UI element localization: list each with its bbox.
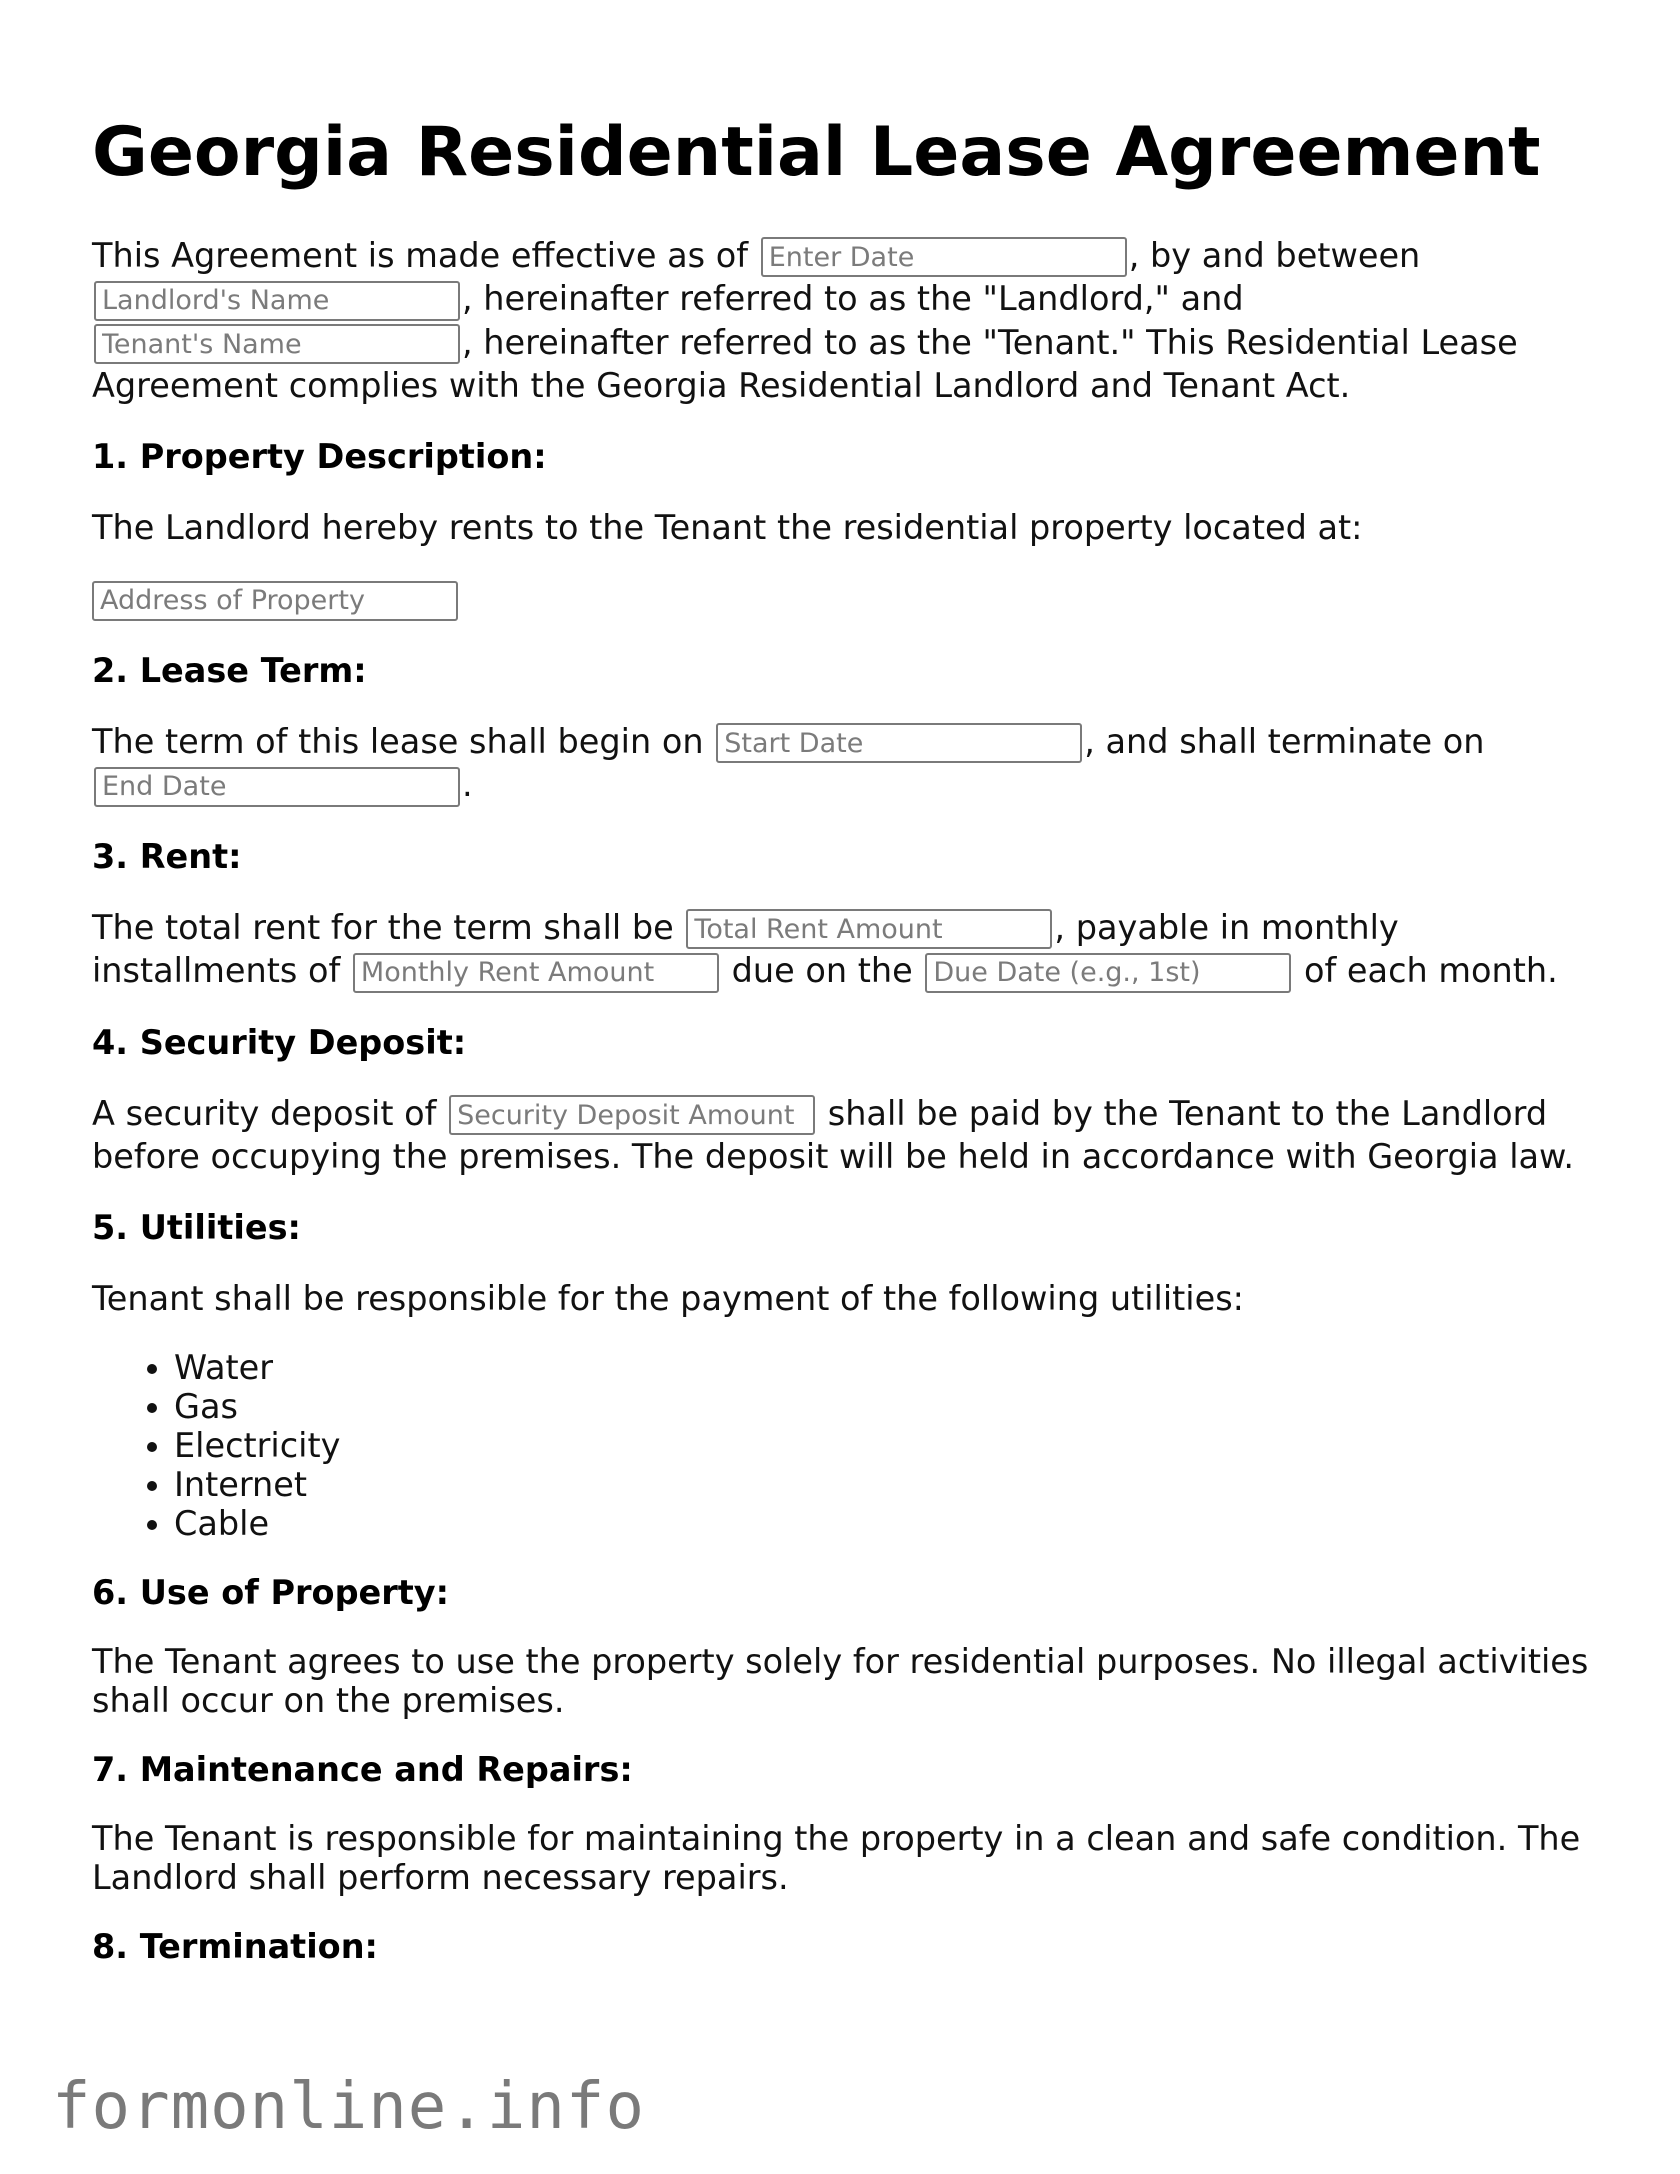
lease-document — [92, 112, 1612, 1996]
section-heading-maintenance: 7. Maintenance and Repairs: — [92, 1750, 633, 1790]
section-heading-term: 2. Lease Term: — [92, 650, 367, 690]
term-text-2: , and shall terminate on — [1084, 721, 1485, 761]
rent-text-3: due on the — [720, 951, 924, 991]
intro-text-4: , hereinafter referred to as the "Tenant." This Residential Lease Agreement complies with the Georgia Residential Landlord and Tenant Act. — [92, 322, 1518, 406]
maintenance-text: The Tenant is responsible for maintaining the property in a clean and safe condition. The Landlord shall perform necessary repairs. — [92, 1819, 1581, 1898]
start-date-input[interactable] — [716, 723, 1082, 763]
watermark: formonline.info — [52, 2070, 645, 2144]
rent-text-2: , payable in monthly installments of — [92, 907, 1399, 991]
section-heading-rent: 3. Rent: — [92, 836, 242, 876]
due-date-input[interactable] — [925, 953, 1291, 993]
intro-text-2: , by and between — [1128, 235, 1421, 275]
list-item: • Gas — [174, 1387, 1612, 1426]
list-item: • Electricity — [174, 1426, 1612, 1465]
utilities-text: Tenant shall be responsible for the payment of the following utilities: — [92, 1279, 1244, 1319]
term-paragraph — [92, 720, 1612, 807]
property-address-row — [92, 577, 1612, 621]
term-text-3: . — [462, 765, 473, 805]
rent-paragraph — [92, 906, 1612, 993]
property-address-input[interactable] — [92, 581, 458, 621]
monthly-rent-input[interactable] — [353, 953, 719, 993]
section-heading-utilities: 5. Utilities: — [92, 1208, 301, 1248]
total-rent-input[interactable] — [686, 909, 1052, 949]
list-item: • Internet — [174, 1465, 1612, 1504]
tenant-name-input[interactable] — [94, 324, 460, 364]
intro-text-1: This Agreement is made effective as of — [92, 235, 759, 275]
rent-text-1: The total rent for the term shall be — [92, 907, 685, 947]
list-item: • Cable — [174, 1504, 1612, 1543]
section-heading-use: 6. Use of Property: — [92, 1573, 450, 1613]
list-item: • Water — [174, 1348, 1612, 1387]
rent-text-4: of each month. — [1293, 951, 1558, 991]
use-text: The Tenant agrees to use the property solely for residential purposes. No illegal activities shall occur on the premises. — [92, 1642, 1589, 1721]
term-text-1: The term of this lease shall begin on — [92, 721, 715, 761]
section-heading-property: 1. Property Description: — [92, 437, 547, 477]
intro-text-3: , hereinafter referred to as the "Landlord," and — [462, 279, 1244, 319]
deposit-text-2: shall be paid by the Tenant to the Landlord before occupying the premises. The deposit will be held in accordance with Georgia law. — [92, 1093, 1575, 1177]
landlord-name-input[interactable] — [94, 281, 460, 321]
deposit-text-1: A security deposit of — [92, 1093, 448, 1133]
effective-date-input[interactable] — [761, 237, 1127, 277]
utilities-list — [92, 1348, 1612, 1543]
section-heading-termination: 8. Termination: — [92, 1927, 378, 1967]
intro-paragraph — [92, 234, 1612, 408]
deposit-paragraph — [92, 1092, 1612, 1179]
property-text: The Landlord hereby rents to the Tenant the residential property located at: — [92, 508, 1363, 548]
end-date-input[interactable] — [94, 767, 460, 807]
section-heading-deposit: 4. Security Deposit: — [92, 1022, 467, 1062]
page-title: Georgia Residential Lease Agreement — [92, 113, 1541, 192]
security-deposit-input[interactable] — [449, 1095, 815, 1135]
